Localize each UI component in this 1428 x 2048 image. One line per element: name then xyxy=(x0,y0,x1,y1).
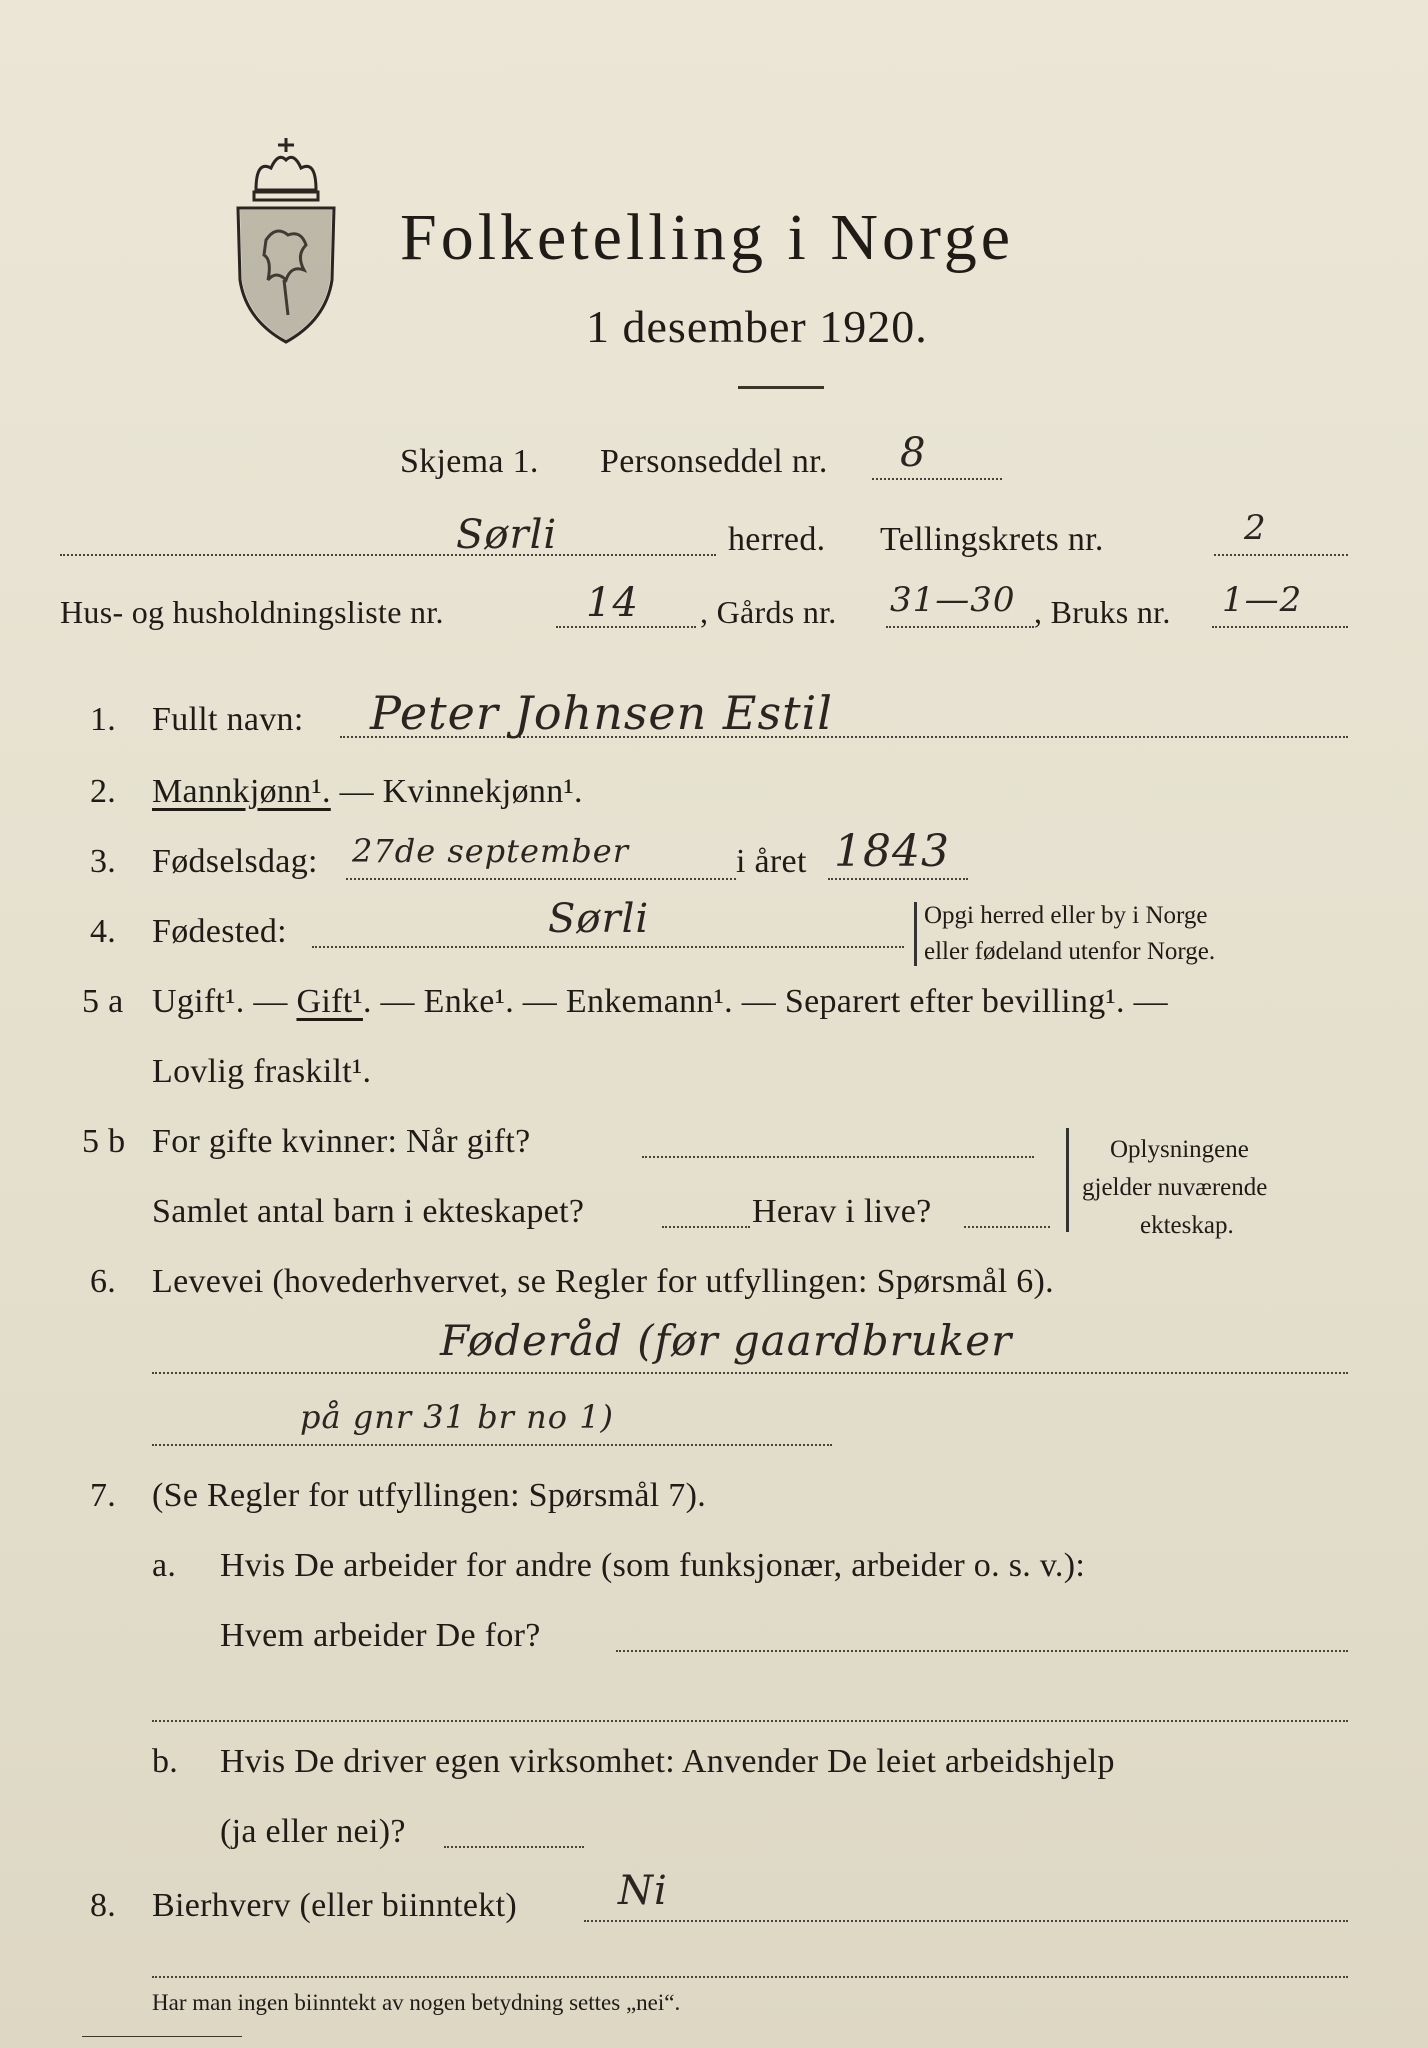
q7b-text: Hvis De driver egen virksomhet: Anvender De leiet arbeidshjelp xyxy=(220,1743,1115,1780)
bruks-label: , Bruks nr. xyxy=(1034,594,1171,630)
q8-number: 8. xyxy=(90,1887,117,1924)
q4-note-1: Opgi herred eller by i Norge xyxy=(924,902,1208,929)
schema-label: Skjema 1. xyxy=(400,443,539,480)
census-date: 1 desember 1920. xyxy=(586,301,928,352)
q5b-note-3: ekteskap. xyxy=(1140,1212,1234,1239)
q3-number: 3. xyxy=(90,843,117,880)
tellingskrets-value[interactable]: 2 xyxy=(1244,508,1267,548)
q1-label: Fullt navn: xyxy=(152,701,304,738)
q5b-note-2: gjelder nuværende xyxy=(1082,1174,1268,1201)
birth-day-value[interactable]: 27de september xyxy=(352,832,630,870)
birth-year-value[interactable]: 1843 xyxy=(834,826,950,877)
personseddel-label: Personseddel nr. xyxy=(600,443,828,480)
married-option[interactable]: Gift¹ xyxy=(296,983,363,1020)
husliste-label: Hus- og husholdningsliste nr. xyxy=(60,594,444,630)
q7a-text: Hvis De arbeider for andre (som funksjonær, arbeider o. s. v.): xyxy=(220,1547,1086,1584)
gards-label: , Gårds nr. xyxy=(700,594,837,630)
hired-help-field[interactable] xyxy=(444,1846,584,1848)
q5b-label-1: For gifte kvinner: Når gift? xyxy=(152,1123,531,1160)
q5b-label-2: Samlet antal barn i ekteskapet? xyxy=(152,1193,585,1230)
bruks-value[interactable]: 1—2 xyxy=(1222,580,1303,620)
form-title: Folketelling i Norge xyxy=(400,201,1015,274)
year-label: i året xyxy=(736,843,807,880)
q8-label: Bierhverv (eller biinntekt) xyxy=(152,1887,517,1924)
personseddel-value[interactable]: 8 xyxy=(900,430,927,476)
tellingskrets-label: Tellingskrets nr. xyxy=(880,521,1104,558)
q5b-label-3: Herav i live? xyxy=(752,1193,932,1230)
q5a-number: 5 a xyxy=(82,983,124,1020)
q7-label: (Se Regler for utfyllingen: Spørsmål 7). xyxy=(152,1477,707,1514)
q2-number: 2. xyxy=(90,773,117,810)
q7a-text-2: Hvem arbeider De for? xyxy=(220,1617,541,1654)
census-form: Folketelling i Norge 1 desember 1920. Skjema 1. Personseddel nr. 8 Sørli herred. Tellingskrets nr. 2 Hus- og husholdningsliste nr. 14 , Gårds nr. 31—30 , Bruks nr. 1—2 1. Fullt navn: Peter Johnsen Estil 2. Mannkjønn¹. — Kvinnekjønn¹. 3. Fødselsdag: 27de september i året 1843 4. Fødested: Sørli Opgi herred eller by i Norge eller fødeland utenfor Norge. 5 a Ugift¹. — Gift¹. — Enke¹. — Enkemann¹. — Separert efter bevilling¹. — Lovlig fraskilt¹. 5 b For gifte kvinner: Når gift? Samlet antal barn i ekteskapet? Herav i live? Oplysningene gjelder nuværende ekteskap. 6. Levevei (hovederhvervet, se Regler for utfyllingen: Spørsmål 6). Føderåd (før gaardbruker på gnr 31 br no 1) 7. (Se Regler for utfyllingen: Spørsmål 7). a. Hvis De arbeider for andre (som funksjonær, arbeider o. s. v.): Hvem arbeider De for? b. Hvis De driver egen virksomhet: Anvender De leiet arbeidshjelp (ja eller nei)? 8. Bierhverv (eller biinntekt) Ni Har man ingen biinntekt av nogen betydning settes „nei“. xyxy=(0,0,1428,2048)
side-income-value[interactable]: Ni xyxy=(618,1868,668,1914)
herred-label: herred. xyxy=(728,521,826,558)
gards-value[interactable]: 31—30 xyxy=(890,580,1016,620)
q7-number: 7. xyxy=(90,1477,117,1514)
q4-number: 4. xyxy=(90,913,117,950)
husliste-value[interactable]: 14 xyxy=(586,580,639,626)
coat-of-arms-icon xyxy=(226,130,346,350)
occupation-value-1[interactable]: Føderåd (før gaardbruker xyxy=(440,1316,1013,1365)
marital-status-line: Ugift¹. — Gift¹. — Enke¹. — Enkemann¹. — Separert efter bevilling¹. — xyxy=(152,983,1168,1020)
q6-label: Levevei (hovederhvervet, se Regler for utfyllingen: Spørsmål 6). xyxy=(152,1263,1054,1300)
q6-number: 6. xyxy=(90,1263,117,1300)
footer-note: Har man ingen biinntekt av nogen betydning settes „nei“. xyxy=(152,1990,681,2015)
employer-field[interactable] xyxy=(616,1650,1348,1652)
q4-label: Fødested: xyxy=(152,913,287,950)
q1-number: 1. xyxy=(90,701,117,738)
q4-note-2: eller fødeland utenfor Norge. xyxy=(924,938,1216,965)
q3-label: Fødselsdag: xyxy=(152,843,318,880)
q5b-note-1: Oplysningene xyxy=(1110,1136,1249,1163)
q7b-number: b. xyxy=(152,1743,179,1780)
male-option[interactable]: Mannkjønn¹. xyxy=(152,773,331,810)
divorced-option[interactable]: Lovlig fraskilt¹. xyxy=(152,1053,372,1090)
female-option[interactable]: Kvinnekjønn¹. xyxy=(382,773,583,810)
occupation-value-2[interactable]: på gnr 31 br no 1) xyxy=(300,1398,615,1436)
birthplace-value[interactable]: Sørli xyxy=(548,896,650,942)
q5b-number: 5 b xyxy=(82,1123,126,1160)
q7b-text-2: (ja eller nei)? xyxy=(220,1813,406,1850)
q7a-number: a. xyxy=(152,1547,177,1584)
herred-value[interactable]: Sørli xyxy=(456,512,558,558)
title-divider xyxy=(738,386,824,389)
full-name-value[interactable]: Peter Johnsen Estil xyxy=(370,686,833,740)
